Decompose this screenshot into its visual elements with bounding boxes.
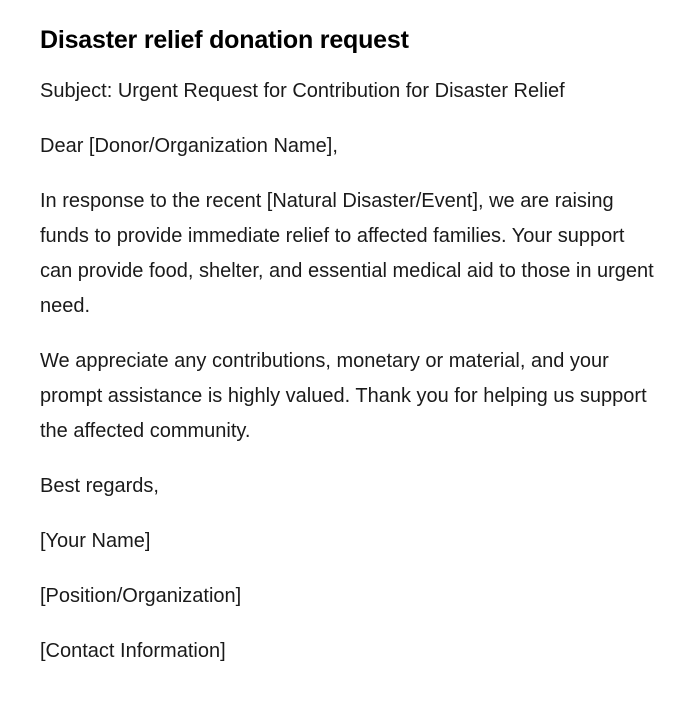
body-paragraph-2: We appreciate any contributions, monetary or material, and your prompt assistance is highly valued. Thank you for helping us support the affected community. [40,350,647,442]
salutation: Dear [Donor/Organization Name], [40,135,338,157]
document-title: Disaster relief donation request [40,26,409,54]
signature-name: [Your Name] [40,530,151,552]
subject-line: Subject: Urgent Request for Contribution for Disaster Relief [40,80,565,102]
body-paragraph-1: In response to the recent [Natural Disaster/Event], we are raising funds to provide immediate relief to affected families. Your support can provide food, shelter, and essential medical aid to those in urgent need. [40,190,654,317]
closing-line: Best regards, [40,475,159,497]
signature-position: [Position/Organization] [40,585,242,607]
signature-contact: [Contact Information] [40,640,226,662]
